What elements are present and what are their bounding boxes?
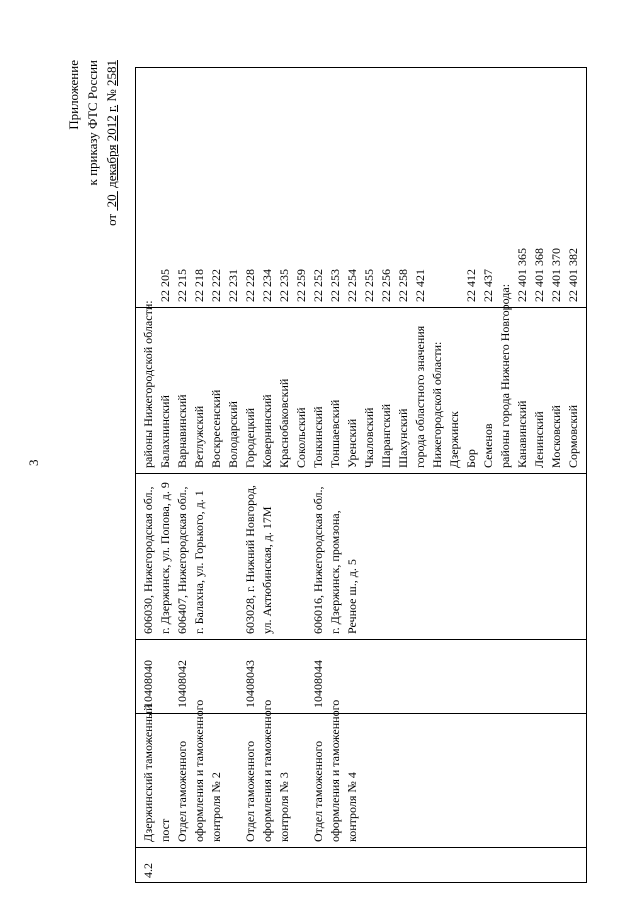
city-name: Бор <box>464 449 478 468</box>
district-code: 22 401 370 <box>549 248 563 302</box>
order-month: декабря <box>104 144 119 188</box>
region-code: 22 253 <box>328 269 342 302</box>
post-name-line: оформления и таможенного <box>328 699 342 842</box>
region-name: Городецкий <box>243 407 257 468</box>
order-year-suffix: г. <box>104 104 119 113</box>
header-title: Приложение <box>66 60 81 130</box>
post-address-line: Речное ш., д. 5 <box>345 559 359 634</box>
city-name: Семенов <box>481 423 495 468</box>
order-year: 2012 <box>104 115 119 142</box>
district-code: 22 401 382 <box>566 248 580 302</box>
post-address-line: г. Дзержинск, ул. Попова, д. 9 <box>158 482 172 634</box>
regions-header: районы Нижегородской области: <box>141 300 155 468</box>
row-number: 4.2 <box>141 863 155 878</box>
region-code: 22 235 <box>277 269 291 302</box>
post-name-line: оформления и таможенного <box>192 699 206 842</box>
region-name: Воскресенский <box>209 389 223 468</box>
post-name-line: контроля № 2 <box>209 772 223 842</box>
region-code: 22 259 <box>294 269 308 302</box>
col-divider <box>136 847 586 848</box>
post-name-line: контроля № 3 <box>277 772 291 842</box>
post-name-line: Отдел таможенного <box>175 740 189 842</box>
order-number: 2581 <box>104 60 119 86</box>
col-divider <box>136 473 586 474</box>
city-name: Дзержинск <box>447 411 461 468</box>
region-code: 22 258 <box>396 269 410 302</box>
city-code: 22 437 <box>481 269 495 302</box>
post-name-line: Дзержинский таможенный <box>141 704 155 842</box>
post-code: 10408043 <box>243 660 257 708</box>
region-name: Шахунский <box>396 408 410 468</box>
district-code: 22 401 368 <box>532 248 546 302</box>
region-code: 22 205 <box>158 269 172 302</box>
post-address-line: ул. Актюбинская, д. 17М <box>260 506 274 634</box>
post-name-line: пост <box>158 818 172 842</box>
region-name: Шарангский <box>379 403 393 468</box>
district-code: 22 401 365 <box>515 248 529 302</box>
cities-header: города областного значения <box>413 325 427 468</box>
order-day: 20 <box>104 194 119 208</box>
district-name: Канавинский <box>515 400 529 468</box>
customs-table <box>135 67 587 883</box>
post-address-line: 603028, г. Нижний Новгород, <box>243 485 257 634</box>
region-code: 22 256 <box>379 269 393 302</box>
region-name: Сокольский <box>294 407 308 468</box>
region-code: 22 228 <box>243 269 257 302</box>
post-address-line: 606030, Нижегородская обл., <box>141 486 155 634</box>
date-prefix: от <box>104 213 119 226</box>
post-code: 10408040 <box>141 660 155 708</box>
region-code: 22 255 <box>362 269 376 302</box>
post-address-line: 606407, Нижегородская обл., <box>175 486 189 634</box>
district-name: Сормовский <box>566 404 580 468</box>
district-name: Московский <box>549 405 563 468</box>
region-code: 22 222 <box>209 269 223 302</box>
region-name: Варнавинский <box>175 394 189 468</box>
region-name: Балахнинский <box>158 395 172 468</box>
region-name: Краснобаковский <box>277 378 291 468</box>
nn-districts-header: районы города Нижнего Новгорода: <box>498 283 512 468</box>
region-name: Володарский <box>226 401 240 468</box>
region-code: 22 231 <box>226 269 240 302</box>
region-name: Ветлужский <box>192 405 206 468</box>
post-name-line: оформления и таможенного <box>260 699 274 842</box>
post-address-line: г. Дзержинск, промзона, <box>328 510 342 634</box>
region-code: 22 252 <box>311 269 325 302</box>
region-name: Тонкинский <box>311 406 325 468</box>
district-name: Ленинский <box>532 411 546 468</box>
region-name: Тоншаевский <box>328 399 342 468</box>
page-number: 3 <box>26 459 41 466</box>
document-header <box>64 60 121 310</box>
col-divider <box>136 639 586 640</box>
post-name-line: Отдел таможенного <box>243 740 257 842</box>
post-name-line: контроля № 4 <box>345 772 359 842</box>
region-code: 22 218 <box>192 269 206 302</box>
header-order-line: к приказу ФТС России <box>85 60 100 186</box>
post-address-line: г. Балахна, ул. Горького, д. 1 <box>192 490 206 634</box>
region-name: Чкаловский <box>362 407 376 468</box>
post-code: 10408044 <box>311 660 325 708</box>
cities-header: Нижегородской области: <box>430 341 444 468</box>
region-name: Ковернинский <box>260 394 274 468</box>
region-name: Уренский <box>345 418 359 468</box>
number-prefix: № <box>104 89 119 102</box>
header-date-line <box>102 60 121 310</box>
post-address-line: 606016, Нижегородская обл., <box>311 486 325 634</box>
region-code: 22 254 <box>345 269 359 302</box>
post-name-line: Отдел таможенного <box>311 740 325 842</box>
col-divider <box>136 307 586 308</box>
city-code: 22 412 <box>464 269 478 302</box>
post-code: 10408042 <box>175 660 189 708</box>
region-code: 22 234 <box>260 269 274 302</box>
cities-header-code: 22 421 <box>413 269 427 302</box>
region-code: 22 215 <box>175 269 189 302</box>
